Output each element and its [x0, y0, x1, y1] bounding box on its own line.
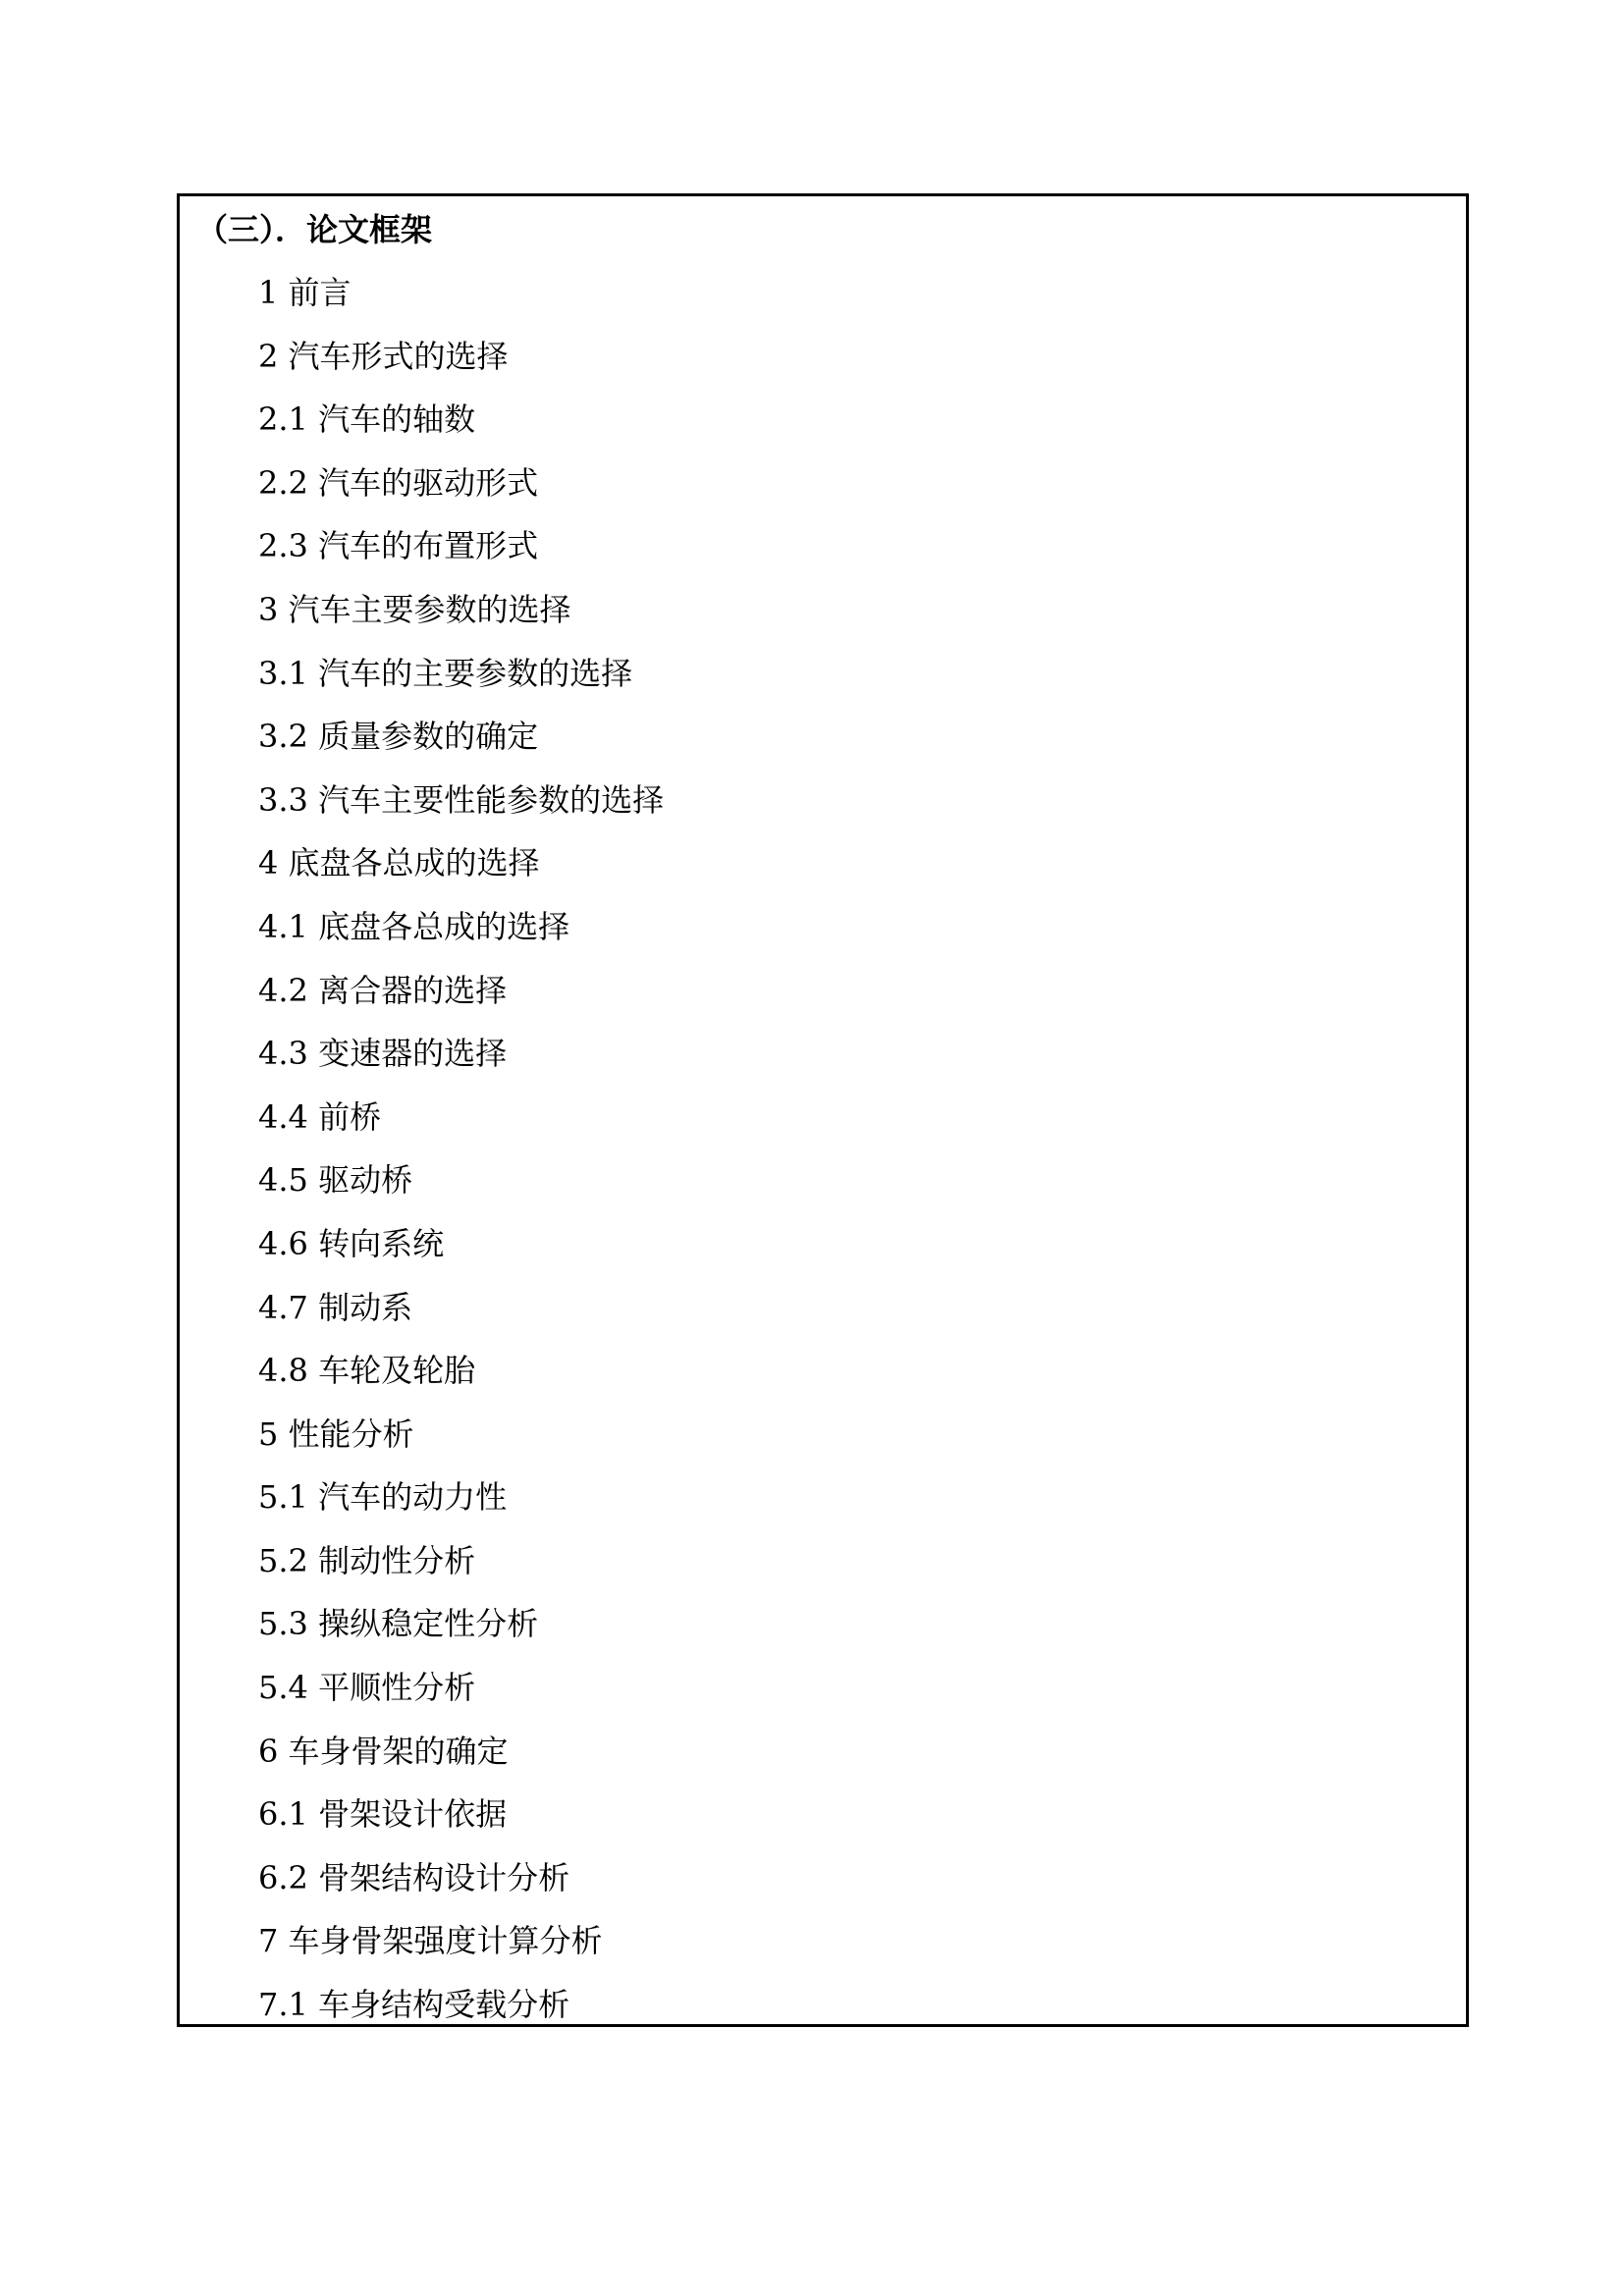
outline-item: 3.1 汽车的主要参数的选择 [258, 654, 633, 692]
outline-item: 2.2 汽车的驱动形式 [258, 463, 539, 502]
outline-item: 6.2 骨架结构设计分析 [258, 1858, 570, 1896]
outline-item: 1 前言 [258, 274, 352, 311]
outline-item: 7 车身骨架强度计算分析 [258, 1922, 603, 1960]
outline-item: 4.6 转向系统 [258, 1224, 445, 1262]
outline-item: 5.2 制动性分析 [258, 1541, 476, 1579]
outline-item: 4.5 驱动桥 [258, 1161, 413, 1200]
outline-item: 6.1 骨架设计依据 [258, 1795, 508, 1834]
outline-item: 4.1 底盘各总成的选择 [258, 907, 570, 945]
section-heading: （三）．论文框架 [196, 211, 433, 248]
outline-item: 5.4 平顺性分析 [258, 1669, 476, 1707]
outline-item: 4 底盘各总成的选择 [258, 844, 540, 882]
outline-item: 2.1 汽车的轴数 [258, 400, 476, 439]
outline-item: 4.7 制动系 [258, 1288, 413, 1326]
thesis-outline-list [258, 269, 664, 2045]
outline-item: 7.1 车身结构受载分析 [258, 1986, 570, 2024]
outline-item: 5.3 操纵稳定性分析 [258, 1605, 539, 1643]
outline-item: 3.3 汽车主要性能参数的选择 [258, 780, 665, 819]
outline-item: 4.4 前桥 [258, 1097, 382, 1136]
outline-item: 2.3 汽车的布置形式 [258, 527, 539, 565]
outline-item: 6 车身骨架的确定 [258, 1732, 509, 1770]
outline-item: 4.2 离合器的选择 [258, 971, 508, 1009]
outline-item: 5 性能分析 [258, 1415, 414, 1453]
outline-item: 4.8 车轮及轮胎 [258, 1352, 476, 1390]
outline-item: 5.1 汽车的动力性 [258, 1478, 508, 1517]
outline-item: 4.3 变速器的选择 [258, 1035, 508, 1073]
outline-item: 3.2 质量参数的确定 [258, 718, 539, 756]
outline-item: 3 汽车主要参数的选择 [258, 590, 571, 628]
outline-item: 2 汽车形式的选择 [258, 337, 509, 375]
